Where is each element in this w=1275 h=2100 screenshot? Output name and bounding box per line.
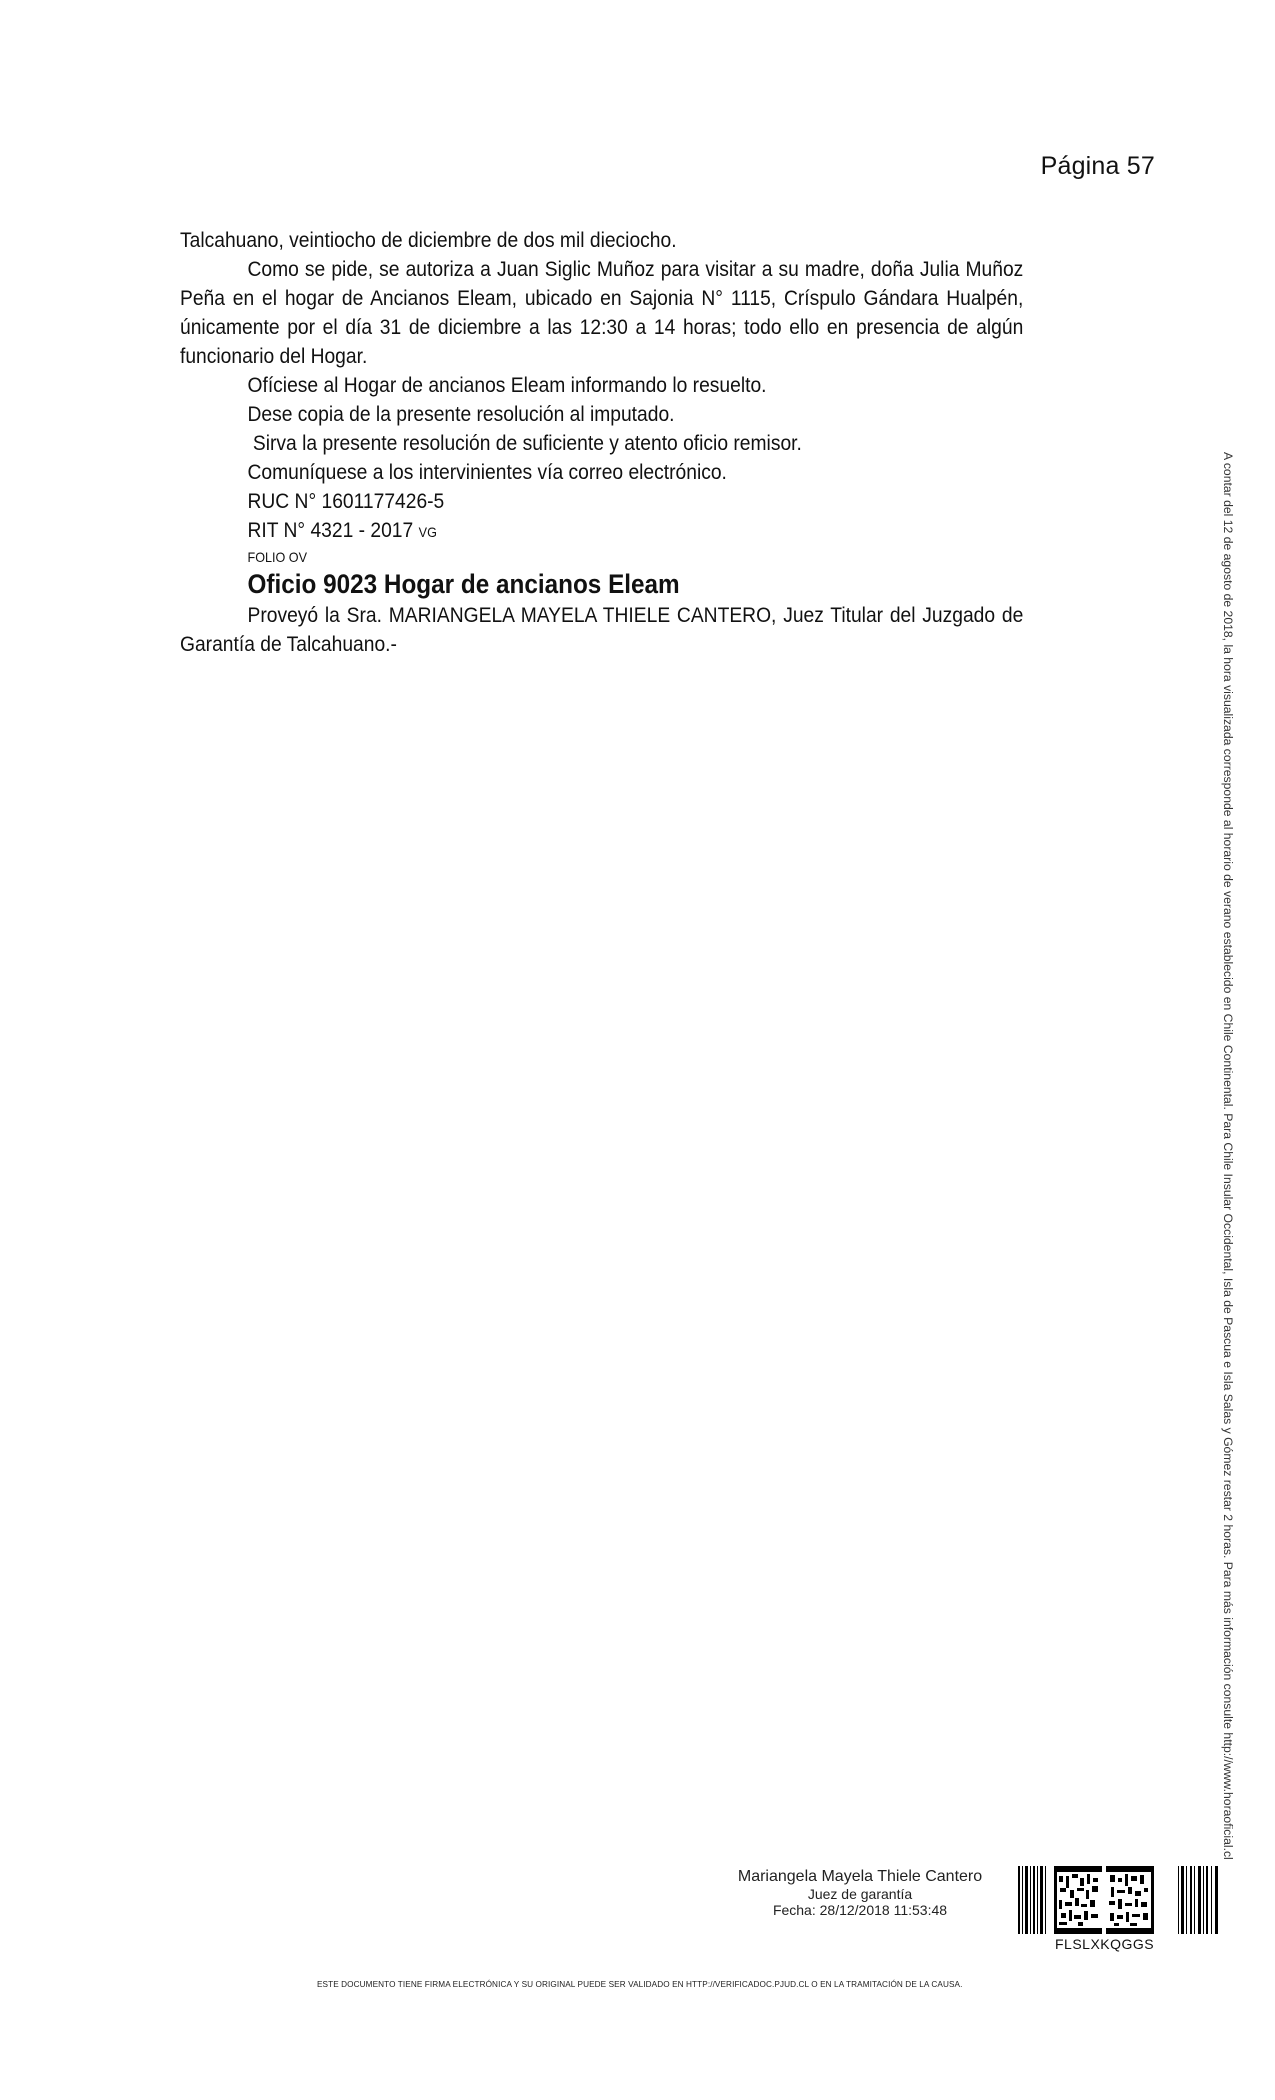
page-number: Página 57 — [1040, 152, 1155, 180]
rit-line — [180, 516, 1023, 547]
rit-suffix: VG — [418, 524, 438, 540]
copia-line: Dese copia de la presente resolución al imputado. — [247, 402, 675, 426]
ruc-line: RUC N° 1601177426-5 — [247, 489, 445, 513]
date-line: Talcahuano, veintiocho de diciembre de dos mil dieciocho. — [180, 228, 677, 252]
barcode-code: FLSLXKQGGS — [1055, 1936, 1155, 1952]
signer-name: Mariangela Mayela Thiele Cantero — [737, 1868, 983, 1885]
authorization-paragraph: Como se pide, se autoriza a Juan Siglic Muñoz para visitar a su madre, doña Julia Muñoz Peña en el hogar de Ancianos Eleam, ubicado en Sajonia N° 1115, Críspulo Gándara Hualpén, únicamente por el día 31 de diciembre a las 12:30 a 14 horas; todo ello en presencia de algún funcionario del Hogar. — [180, 257, 1024, 368]
barcode-graphic — [1018, 1866, 1219, 1934]
folio-line: FOLIO OV — [247, 549, 308, 565]
resolution-body — [180, 226, 1023, 659]
signature-date: Fecha: 28/12/2018 11:53:48 — [772, 1902, 948, 1918]
provey-paragraph: Proveyó la Sra. MARIANGELA MAYELA THIELE CANTERO, Juez Titular del Juzgado de Garantía de Talcahuano.- — [180, 603, 1024, 656]
rit-number: RIT N° 4321 - 2017 — [247, 518, 414, 542]
footer-validation-notice: ESTE DOCUMENTO TIENE FIRMA ELECTRÓNICA Y SU ORIGINAL PUEDE SER VALIDADO EN HTTP://VERIFICADOC.PJUD.CL O EN LA TRAMITACIÓN DE LA CAUSA. — [317, 1980, 963, 1989]
signer-role: Juez de garantía — [807, 1886, 913, 1902]
oficio-title: Oficio 9023 Hogar de ancianos Eleam — [247, 569, 680, 599]
oficiese-line: Ofíciese al Hogar de ancianos Eleam informando lo resuelto. — [247, 373, 767, 397]
comuniquese-line: Comuníquese a los intervinientes vía correo electrónico. — [247, 460, 727, 484]
signature-block — [690, 1867, 1030, 1919]
sirva-line: Sirva la presente resolución de suficiente y atento oficio remisor. — [252, 431, 802, 455]
time-zone-notice: A contar del 12 de agosto de 2018, la hora visualizada corresponde al horario de verano establecido en Chile Continental. Para Chile Insular Occidental, Isla de Pascua e Isla Salas y Gómez restar 2 horas. Para más información consulte http://www.horaoficial.cl — [1221, 452, 1235, 1860]
